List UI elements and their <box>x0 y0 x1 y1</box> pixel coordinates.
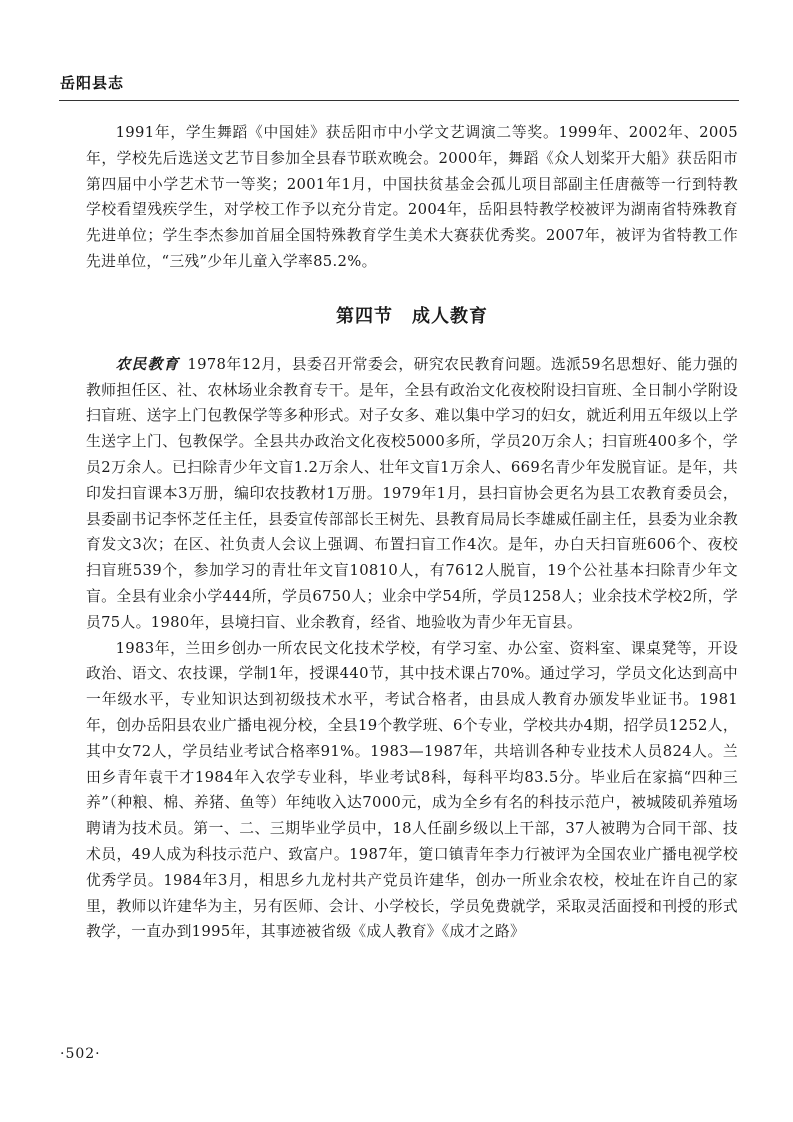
header-divider <box>59 100 739 101</box>
page-body <box>86 120 738 945</box>
running-header-title: 岳阳县志 <box>60 74 125 92</box>
page-number: ·502· <box>60 1046 101 1062</box>
paragraph-special-school-awards: 1991年，学生舞蹈《中国娃》获岳阳市中小学文艺调演二等奖。1999年、2002年、2005年，学校先后选送文艺节目参加全县春节联欢晚会。2000年，舞蹈《众人划桨开大船》获岳阳市第四届中小学艺术节一等奖；2001年1月，中国扶贫基金会孤儿项目部副主任唐薇等一行到特教学校看望残疾学生，对学校工作予以充分肯定。2004年，岳阳县特教学校被评为湖南省特殊教育先进单位；学生李杰参加首届全国特殊教育学生美术大赛获优秀奖。2007年，被评为省特教工作先进单位，“三残”少年儿童入学率85.2%。 <box>86 124 738 270</box>
section-heading: 第四节 成人教育 <box>336 305 488 327</box>
paragraph-lantian-school: 1983年，兰田乡创办一所农民文化技术学校，有学习室、办公室、资料室、课桌凳等，开设政治、语文、农技课，学制1年，授课440节，其中技术课占70%。通过学习，学员文化达到高中一年级水平，专业知识达到初级技术水平，考试合格者，由县成人教育办颁发毕业证书。1981年，创办岳阳县农业广播电视分校，全县19个教学班、6个专业，学校共办4期，招学员1252人，其中女72人，学员结业考试合格率91%。1983—1987年，共培训各种专业技术人员824人。兰田乡青年袁干才1984年入农学专业科，毕业考试8科，每科平均83.5分。毕业后在家搞“四种三养”（种粮、棉、养猪、鱼等）年纯收入达7000元，成为全乡有名的科技示范户，被城陵矶养殖场聘请为技术员。第一、二、三期毕业学员中，18人任副乡级以上干部，37人被聘为合同干部、技术员，49人成为科技示范户、致富户。1987年，筻口镇青年李力行被评为全国农业广播电视学校优秀学员。1984年3月，相思乡九龙村共产党员许建华，创办一所业余农校，校址在许自己的家里，教师以许建华为主，另有医师、会计、小学校长，学员免费就学，采取灵活面授和刊授的形式教学，一直办到1995年，其事迹被省级《成人教育》《成才之路》 <box>86 639 738 941</box>
run-in-heading: 农民教育 <box>115 355 180 373</box>
farmer-education-text: 1978年12月，县委召开常委会，研究农民教育问题。选派59名思想好、能力强的教师担任区、社、农林场业余教育专干。是年，全县有政治文化夜校附设扫盲班、全日制小学附设扫盲班、送字上门包教保学等多种形式。对子女多、难以集中学习的妇女，就近利用五年级以上学生送字上门、包教保学。全县共办政治文化夜校5000多所，学员20万余人；扫盲班400多个，学员2万余人。已扫除青少年文盲1.2万余人、壮年文盲1万余人、669名青少年发脱盲证。是年，共印发扫盲课本3万册，编印农技教材1万册。1979年1月，县扫盲协会更名为县工农教育委员会，县委副书记李怀芝任主任，县委宣传部部长王树先、县教育局局长李雄威任副主任，县委为业余教育发文3次；在区、社负责人会议上强调、布置扫盲工作4次。是年，办白天扫盲班606个、夜校扫盲班539个，参加学习的青壮年文盲10810人，有7612人脱盲，19个公社基本扫除青少年文盲。全县有业余小学444所，学员6750人；业余中学54所，学员1258人；业余技术学校2所，学员75人。1980年，县境扫盲、业余教育，经省、地验收为青少年无盲县。 <box>86 355 738 631</box>
paragraph-farmer-education <box>86 352 738 636</box>
